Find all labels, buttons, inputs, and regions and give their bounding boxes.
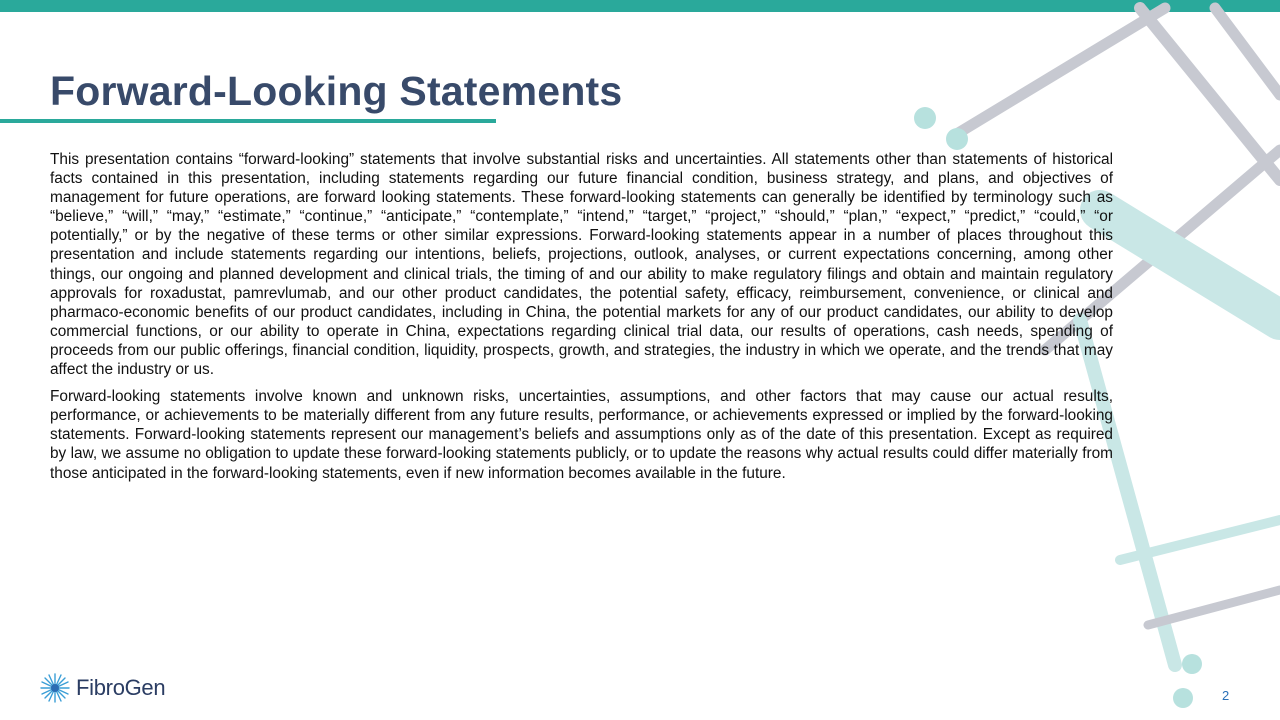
deco-dot [1173, 688, 1193, 708]
deco-line [955, 8, 1165, 135]
company-logo [38, 670, 165, 706]
slide-title: Forward-Looking Statements [50, 68, 623, 114]
deco-dot [1182, 654, 1202, 674]
deco-line [1215, 8, 1280, 95]
paragraph-forward-looking-definition: This presentation contains “forward-looking” statements that involve substantial risks and uncertainties. All statements other than statements of historical facts contained in this presentation, including statements regarding our future financial condition, business strategy, and plans, and objectives of management for future operations, are forward looking statements. These forward-looking statements can generally be identified by terminology such as “believe,” “will,” “may,” “estimate,” “continue,” “anticipate,” “contemplate,” “intend,” “target,” “project,” “should,” “plan,” “expect,” “predict,” “could,” “or potentially,” or by the negative of these terms or other similar expressions. Forward-looking statements appear in a number of places throughout this presentation and include statements regarding our intentions, beliefs, projections, outlook, analyses, or current expectations concerning, among other things, our ongoing and planned development and clinical trials, the timing of and our ability to make regulatory filings and obtain and maintain regulatory approvals for roxadustat, pamrevlumab, and our other product candidates, the potential safety, efficacy, reimbursement, convenience, or clinical and pharmaco-economic benefits of our product candidates, including in China, the potential markets for any of our product candidates, our ability to develop commercial functions, or our ability to operate in China, expectations regarding clinical trial data, our results of operations, cash needs, spending of proceeds from our public offerings, financial condition, liquidity, prospects, growth, and strategies, the industry in which we operate, and the trends that may affect the industry or us. [50, 151, 1113, 379]
deco-dot [946, 128, 968, 150]
paragraph-risks-uncertainties: Forward-looking statements involve known and unknown risks, uncertainties, assumptions, and other factors that may cause our actual results, performance, or achievements to be materially different from any future results, performance, or achievements expressed or implied by the forward-looking statements. Forward-looking statements represent our management’s beliefs and assumptions only as of the date of this presentation. Except as required by law, we assume no obligation to update these forward-looking statements publicly, or to update the reasons why actual results could differ materially from those anticipated in the forward-looking statements, even if new information becomes available in the future. [50, 388, 1113, 482]
deco-line [1140, 8, 1280, 180]
body-text [50, 150, 1113, 491]
page-number: 2 [1222, 688, 1230, 703]
deco-line [1148, 590, 1280, 625]
logo-wordmark: FibroGen [76, 675, 166, 700]
title-underline [0, 119, 496, 123]
deco-dot [914, 107, 936, 129]
starburst-icon [38, 671, 72, 705]
